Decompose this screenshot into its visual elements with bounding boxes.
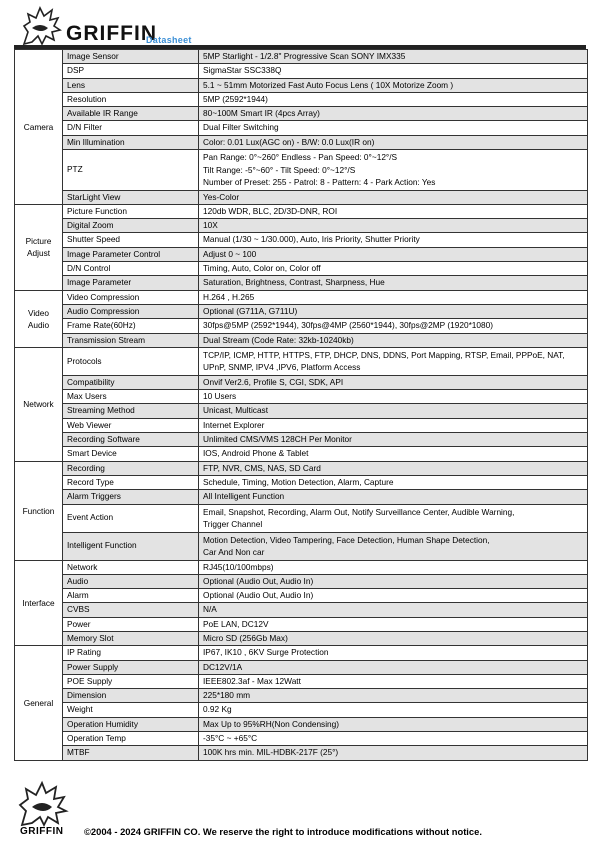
document-type-label: Datasheet <box>146 35 192 45</box>
value-line: Micro SD (256Gb Max) <box>203 633 288 643</box>
spec-row <box>15 375 588 389</box>
category-cell: Interface <box>15 560 63 646</box>
value-line: Unlimited CMS/VMS 128CH Per Monitor <box>203 434 352 445</box>
feature-cell: Memory Slot <box>63 632 199 646</box>
feature-cell: Dimension <box>63 689 199 703</box>
value-line: 80~100M Smart IR (4pcs Array) <box>203 108 320 119</box>
value-line: SigmaStar SSC338Q <box>203 65 282 76</box>
spec-row <box>15 64 588 78</box>
feature-cell: Power Supply <box>63 660 199 674</box>
feature-cell: Shutter Speed <box>63 233 199 247</box>
value-cell <box>199 717 588 731</box>
value-line: 30fps@5MP (2592*1944), 30fps@4MP (2560*1944), 30fps@2MP (1920*1080) <box>203 320 494 331</box>
value-line: 0.92 Kg <box>203 704 232 715</box>
copyright-notice: ©2004 - 2024 GRIFFIN CO. We reserve the right to introduce modifications without notice. <box>84 826 482 837</box>
spec-row <box>15 319 588 333</box>
feature-cell: IP Rating <box>63 646 199 660</box>
feature-cell: Operation Humidity <box>63 717 199 731</box>
value-line: 225*180 mm <box>203 690 251 701</box>
spec-row <box>15 447 588 461</box>
spec-row <box>15 404 588 418</box>
page-footer <box>14 778 584 838</box>
spec-row <box>15 703 588 717</box>
spec-row <box>15 732 588 746</box>
value-cell <box>199 121 588 135</box>
feature-cell: Audio Compression <box>63 304 199 318</box>
spec-row <box>15 347 588 375</box>
value-line: Tilt Range: -5°~60° - Tilt Speed: 0°~12°/S <box>203 164 356 175</box>
value-cell <box>199 617 588 631</box>
feature-cell: Alarm Triggers <box>63 490 199 504</box>
spec-row <box>15 290 588 304</box>
spec-row <box>15 689 588 703</box>
feature-cell: Intelligent Function <box>63 532 199 560</box>
value-line: All Intelligent Function <box>203 491 285 502</box>
value-line: Optional (Audio Out, Audio In) <box>203 590 314 601</box>
feature-cell: Image Sensor <box>63 50 199 64</box>
value-line: TCP/IP, ICMP, HTTP, HTTPS, FTP, DHCP, DNS, DDNS, Port Mapping, RTSP, Email, PPPoE, NAT, <box>203 349 565 360</box>
value-line: PoE LAN, DC12V <box>203 618 269 629</box>
value-cell <box>199 150 588 191</box>
spec-row <box>15 589 588 603</box>
spec-row <box>15 475 588 489</box>
value-line: 10X <box>203 220 218 231</box>
spec-row <box>15 390 588 404</box>
value-line: Onvif Ver2.6, Profile S, CGI, SDK, API <box>203 376 344 387</box>
category-cell: Camera <box>15 50 63 205</box>
value-cell <box>199 347 588 375</box>
feature-cell: Picture Function <box>63 204 199 218</box>
category-cell: Network <box>15 347 63 461</box>
feature-cell: Frame Rate(60Hz) <box>63 319 199 333</box>
spec-row <box>15 490 588 504</box>
spec-row <box>15 461 588 475</box>
value-cell <box>199 319 588 333</box>
value-line: Email, Snapshot, Recording, Alarm Out, Notify Surveillance Center, Audible Warning, <box>203 506 515 517</box>
feature-cell: Recording <box>63 461 199 475</box>
value-cell <box>199 560 588 574</box>
spec-row <box>15 603 588 617</box>
value-line: RJ45(10/100mbps) <box>203 561 274 572</box>
feature-cell: CVBS <box>63 603 199 617</box>
feature-cell: Event Action <box>63 504 199 532</box>
value-cell <box>199 632 588 646</box>
value-line: Car And Non car <box>203 547 265 558</box>
feature-cell: PTZ <box>63 150 199 191</box>
spec-row <box>15 233 588 247</box>
feature-cell: Resolution <box>63 92 199 106</box>
spec-row <box>15 92 588 106</box>
spec-table <box>14 49 588 761</box>
value-line: Adjust 0 ~ 100 <box>203 248 257 259</box>
value-line: 5.1 ~ 51mm Motorized Fast Auto Focus Lens ( 10X Motorize Zoom ) <box>203 79 454 90</box>
value-line: 100K hrs min. MIL-HDBK-217F (25°) <box>203 747 339 758</box>
value-cell <box>199 190 588 204</box>
value-line: UPnP, SNMP, IPV4 ,IPV6, Platform Access <box>203 362 361 373</box>
spec-row <box>15 660 588 674</box>
value-line: Dual Filter Switching <box>203 122 279 133</box>
value-cell <box>199 64 588 78</box>
feature-cell: POE Supply <box>63 674 199 688</box>
value-cell <box>199 589 588 603</box>
spec-row <box>15 504 588 532</box>
value-cell <box>199 233 588 247</box>
value-line: Timing, Auto, Color on, Color off <box>203 263 321 274</box>
value-line: Pan Range: 0°~260° Endless - Pan Speed: 0°~12°/S <box>203 152 398 163</box>
value-cell <box>199 746 588 760</box>
value-cell <box>199 475 588 489</box>
category-cell: Function <box>15 461 63 560</box>
value-cell <box>199 219 588 233</box>
value-cell <box>199 461 588 475</box>
spec-row <box>15 646 588 660</box>
value-line: IOS, Android Phone & Tablet <box>203 448 309 459</box>
feature-cell: Image Parameter Control <box>63 247 199 261</box>
spec-row <box>15 418 588 432</box>
value-cell <box>199 375 588 389</box>
feature-cell: Web Viewer <box>63 418 199 432</box>
feature-cell: D/N Control <box>63 262 199 276</box>
value-cell <box>199 78 588 92</box>
spec-row <box>15 333 588 347</box>
spec-row <box>15 532 588 560</box>
value-cell <box>199 404 588 418</box>
spec-row <box>15 632 588 646</box>
value-cell <box>199 390 588 404</box>
value-cell <box>199 204 588 218</box>
value-cell <box>199 290 588 304</box>
feature-cell: Audio <box>63 574 199 588</box>
value-cell <box>199 603 588 617</box>
value-cell <box>199 646 588 660</box>
value-line: Trigger Channel <box>203 519 263 530</box>
brand-name: GRIFFIN <box>66 22 157 45</box>
value-cell <box>199 490 588 504</box>
value-cell <box>199 262 588 276</box>
value-cell <box>199 135 588 149</box>
value-cell <box>199 433 588 447</box>
spec-row <box>15 121 588 135</box>
value-cell <box>199 107 588 121</box>
value-cell <box>199 732 588 746</box>
value-cell <box>199 674 588 688</box>
value-line: FTP, NVR, CMS, NAS, SD Card <box>203 462 321 473</box>
category-cell: Video Audio <box>15 290 63 347</box>
spec-row <box>15 190 588 204</box>
feature-cell: Alarm <box>63 589 199 603</box>
griffin-logo-icon <box>18 4 64 48</box>
value-line: 10 Users <box>203 391 237 402</box>
spec-row <box>15 560 588 574</box>
page-header <box>14 4 584 48</box>
value-cell <box>199 333 588 347</box>
feature-cell: MTBF <box>63 746 199 760</box>
feature-cell: DSP <box>63 64 199 78</box>
feature-cell: Recording Software <box>63 433 199 447</box>
feature-cell: Transmission Stream <box>63 333 199 347</box>
value-line: 120db WDR, BLC, 2D/3D-DNR, ROI <box>203 205 338 216</box>
value-cell <box>199 447 588 461</box>
feature-cell: Power <box>63 617 199 631</box>
feature-cell: Max Users <box>63 390 199 404</box>
value-cell <box>199 247 588 261</box>
spec-row <box>15 304 588 318</box>
value-line: Max Up to 95%RH(Non Condensing) <box>203 718 340 729</box>
value-line: Optional (G711A, G711U) <box>203 305 298 316</box>
spec-row <box>15 276 588 290</box>
spec-table-body <box>15 50 588 761</box>
value-line: DC12V/1A <box>203 661 243 672</box>
spec-row <box>15 746 588 760</box>
value-cell <box>199 574 588 588</box>
value-cell <box>199 689 588 703</box>
feature-cell: Weight <box>63 703 199 717</box>
feature-cell: D/N Filter <box>63 121 199 135</box>
footer-brand-name: GRIFFIN <box>20 826 64 837</box>
value-line: Color: 0.01 Lux(AGC on) - B/W: 0.0 Lux(IR on) <box>203 136 375 147</box>
feature-cell: Lens <box>63 78 199 92</box>
spec-row <box>15 219 588 233</box>
feature-cell: Image Parameter <box>63 276 199 290</box>
value-line: N/A <box>203 604 217 615</box>
feature-cell: StarLight View <box>63 190 199 204</box>
feature-cell: Network <box>63 560 199 574</box>
value-line: IEEE802.3af - Max 12Watt <box>203 675 301 686</box>
value-cell <box>199 532 588 560</box>
feature-cell: Smart Device <box>63 447 199 461</box>
feature-cell: Compatibility <box>63 375 199 389</box>
value-line: Unicast, Multicast <box>203 405 269 416</box>
value-line: Motion Detection, Video Tampering, Face Detection, Human Shape Detection, <box>203 534 490 545</box>
value-line: -35°C ~ +65°C <box>203 733 258 744</box>
feature-cell: Streaming Method <box>63 404 199 418</box>
spec-row <box>15 617 588 631</box>
value-line: 5MP Starlight - 1/2.8" Progressive Scan SONY IMX335 <box>203 51 406 61</box>
griffin-footer-logo-icon <box>14 778 72 830</box>
spec-row <box>15 574 588 588</box>
spec-row <box>15 107 588 121</box>
spec-row <box>15 150 588 191</box>
feature-cell: Available IR Range <box>63 107 199 121</box>
value-cell <box>199 418 588 432</box>
value-line: Number of Preset: 255 - Patrol: 8 - Pattern: 4 - Park Action: Yes <box>203 177 436 188</box>
value-line: Yes-Color <box>203 191 240 202</box>
value-line: Dual Stream (Code Rate: 32kb-10240kb) <box>203 334 354 345</box>
value-line: 5MP (2592*1944) <box>203 93 268 104</box>
spec-row <box>15 674 588 688</box>
value-cell <box>199 276 588 290</box>
feature-cell: Digital Zoom <box>63 219 199 233</box>
value-cell <box>199 660 588 674</box>
feature-cell: Record Type <box>63 475 199 489</box>
spec-row <box>15 135 588 149</box>
value-cell <box>199 703 588 717</box>
value-cell <box>199 50 588 64</box>
category-cell: General <box>15 646 63 760</box>
spec-row <box>15 50 588 64</box>
feature-cell: Protocols <box>63 347 199 375</box>
value-cell <box>199 504 588 532</box>
spec-row <box>15 433 588 447</box>
spec-row <box>15 247 588 261</box>
spec-row <box>15 262 588 276</box>
feature-cell: Min Illumination <box>63 135 199 149</box>
value-cell <box>199 304 588 318</box>
category-cell: Picture Adjust <box>15 204 63 290</box>
value-line: Manual (1/30 ~ 1/30.000), Auto, Iris Priority, Shutter Priority <box>203 234 420 245</box>
value-line: Saturation, Brightness, Contrast, Sharpness, Hue <box>203 277 385 288</box>
value-line: H.264 , H.265 <box>203 291 255 302</box>
spec-row <box>15 204 588 218</box>
value-cell <box>199 92 588 106</box>
value-line: Optional (Audio Out, Audio In) <box>203 575 314 586</box>
feature-cell: Operation Temp <box>63 732 199 746</box>
feature-cell: Video Compression <box>63 290 199 304</box>
spec-row <box>15 78 588 92</box>
value-line: Schedule, Timing, Motion Detection, Alarm, Capture <box>203 476 394 487</box>
value-line: Internet Explorer <box>203 419 265 430</box>
spec-row <box>15 717 588 731</box>
value-line: IP67, IK10 , 6KV Surge Protection <box>203 647 329 658</box>
